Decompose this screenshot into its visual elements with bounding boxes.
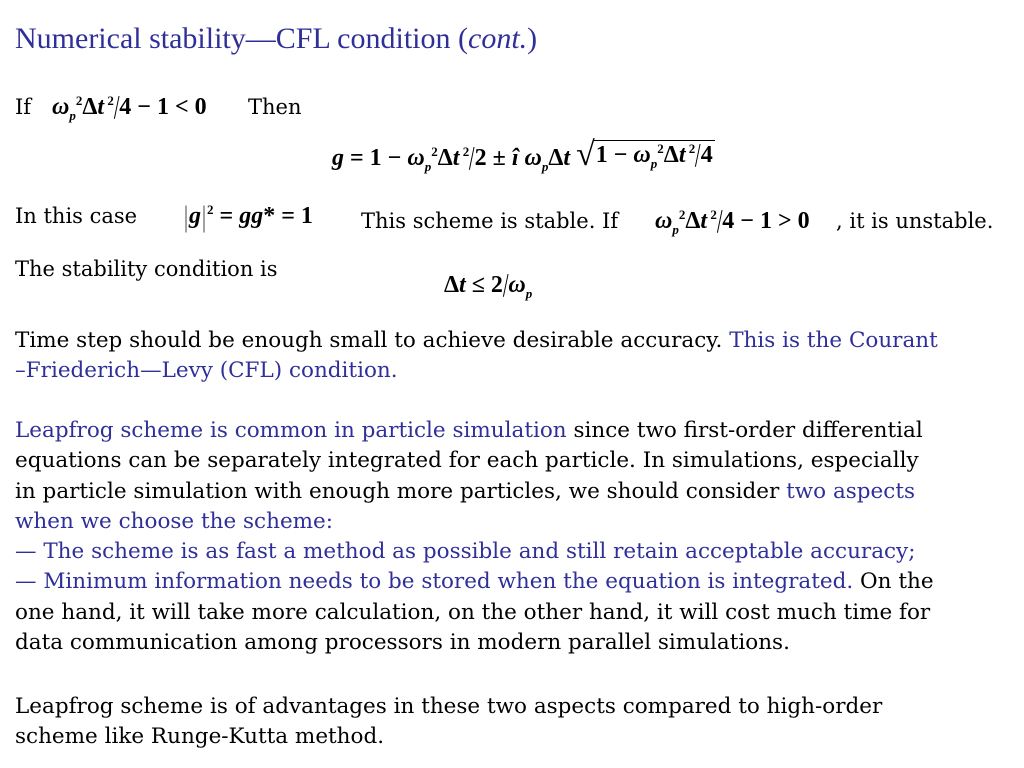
para2-line2: equations can be separately integrated for each particle. In simulations, especially: [15, 448, 919, 474]
paragraph-advantages: [15, 692, 1015, 753]
modulus-formula: |g| $^2$ = gg* = 1: [184, 200, 313, 233]
condition-formula-lt: $\omega_p^2\Delta t$ $^2$/4 − 1 < 0: [52, 89, 207, 126]
para2-bullet1: — The scheme is as fast a method as possible and still retain acceptable accuracy;: [15, 539, 916, 565]
para2-line7: one hand, it will take more calculation, on the other hand, it will cost much time for: [15, 599, 931, 625]
stability-condition-label: The stability condition is: [15, 257, 278, 281]
para3-line2: scheme like Runge-Kutta method.: [15, 724, 385, 750]
para3-line1: Leapfrog scheme is of advantages in these two aspects compared to high-order: [15, 694, 883, 719]
slide-title: Numerical stability—CFL condition (cont.): [15, 22, 538, 55]
unstable-text: , it is unstable.: [836, 209, 994, 233]
para2-line1: Leapfrog scheme is common in particle simulation since two first-order differential: [15, 418, 923, 443]
para2-line4: when we choose the scheme:: [15, 508, 334, 534]
para1-line1: Time step should be enough small to achieve desirable accuracy. This is the Courant: [15, 328, 938, 353]
para2-line8: data communication among processors in modern parallel simulations.: [15, 630, 790, 656]
in-this-case-label: In this case: [15, 204, 138, 228]
stable-text: This scheme is stable. If: [361, 209, 619, 233]
growth-factor-formula: $g = 1 - \omega_p^2\Delta t$ $^2$/2 ± î $\omega_p\Delta t$ √ $1 - \omega_p^2\Delta t$ $^2$/4: [332, 136, 713, 177]
cfl-formula: $\Delta t \le 2/\omega_p$: [444, 267, 533, 304]
para1-line2: –Friederich—Levy (CFL) condition.: [15, 358, 398, 384]
para2-line3: in particle simulation with enough more particles, we should consider two aspects: [15, 478, 915, 504]
condition-formula-gt: $\omega_p^2\Delta t$ $^2$/4 − 1 > 0: [655, 203, 810, 240]
paragraph-leapfrog: [15, 416, 1015, 658]
paragraph-time-step: [15, 326, 1015, 387]
para2-bullet2: — Minimum information needs to be stored when the equation is integrated. On the: [15, 569, 934, 595]
then-label: Then: [248, 95, 302, 119]
if-label: If: [15, 95, 32, 119]
